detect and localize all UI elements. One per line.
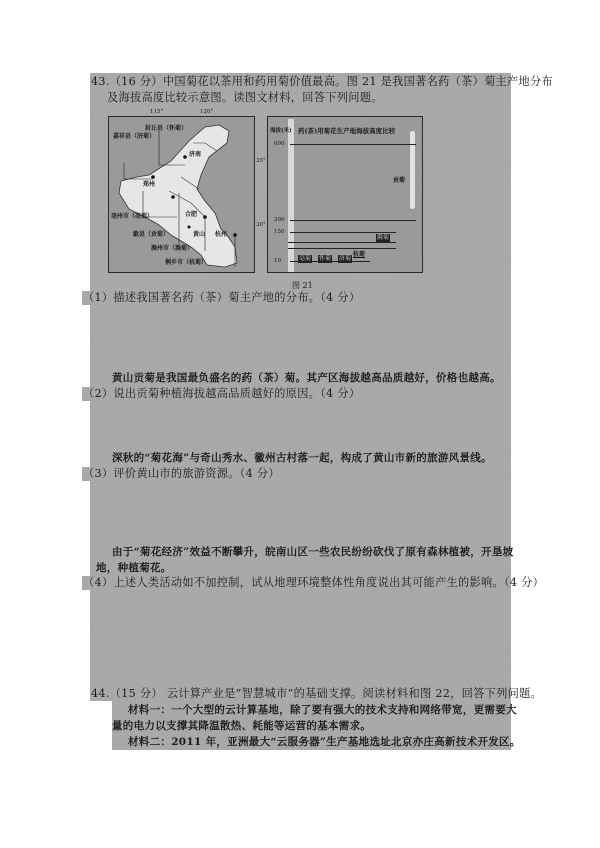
ytick-200: 200 xyxy=(274,217,285,223)
bar-label-gongju: 贡菊 xyxy=(393,177,406,184)
q44-material2: 材料二：2011 年，亚洲最大“云服务器”生产基地选址北京亦庄高新技术开发区。 xyxy=(128,736,521,748)
q43-stem-line2: 及海拔高度比较示意图。读图文材料，回答下列问题。 xyxy=(107,91,383,104)
gridline-150 xyxy=(290,232,396,233)
map-label-shexian: 歙县（贡菊） xyxy=(133,231,170,238)
map-label-tongxiang: 桐乡市（杭菊） xyxy=(165,259,208,266)
ytick-150: 150 xyxy=(274,229,285,235)
altitude-comparison-chart xyxy=(267,116,423,273)
map-lon-120: 120° xyxy=(200,109,214,115)
bar-label-jiju: 济菊 xyxy=(339,255,352,262)
q44-material1-line2: 量的电力以支撑其降温散热、耗能等运营的基本需求。 xyxy=(112,720,372,732)
gongju-band xyxy=(410,131,415,209)
bar-label-huaiju: 怀菊 xyxy=(319,255,332,262)
subquestion-3: （3）评价黄山市的旅游资源。（4 分） xyxy=(83,467,280,480)
map-city-hangzhou: 杭州 xyxy=(215,231,228,238)
bar-label-boju: 亳菊 xyxy=(299,255,312,262)
gridline-a xyxy=(288,242,396,243)
subquestion-2: （2）说出贡菊种植海拔越高品质越好的原因。（4 分） xyxy=(83,387,361,400)
map-city-jinan: 济南 xyxy=(189,151,202,158)
map-city-hefei: 合肥 xyxy=(185,211,198,218)
gridline-b xyxy=(288,248,396,249)
flower-producing-area-map xyxy=(108,116,255,273)
material-flower-economy-line2: 地，种植菊花。 xyxy=(96,562,172,574)
bar-label-hangju: 杭菊 xyxy=(353,251,366,258)
gridline-200 xyxy=(290,220,416,221)
ytick-10: 10 xyxy=(274,258,281,264)
q44-material1-line1: 材料一：一个大型的云计算基地，除了要有强大的技术支持和网络带宽，更需要大 xyxy=(128,704,517,716)
map-city-huangshan: 黄山 xyxy=(193,231,206,238)
q44-stem: 44.（15 分） 云计算产业是“智慧城市”的基础支撑。阅读材料和图 22，回答下列问题。 xyxy=(91,687,543,700)
map-city-zhengzhou: 郑州 xyxy=(143,181,156,188)
bar-label-chuju: 滁菊 xyxy=(377,234,390,241)
chart-title: 药(茶)用菊花生产地海拔高度比较 xyxy=(298,127,396,135)
y-axis-band xyxy=(288,119,294,272)
ytick-600: 600 xyxy=(274,141,285,147)
map-label-bozhou: 亳州市（亳菊） xyxy=(111,213,154,220)
material-chrysanthemum-sea: 深秋的“菊花海”与奇山秀水、徽州古村落一起，构成了黄山市新的旅游风景线。 xyxy=(112,452,492,464)
subquestion-1: （1）描述我国著名药（茶）菊主产地的分布。（4 分） xyxy=(83,291,361,304)
q43-stem-line1: 43.（16 分）中国菊花以茶用和药用菊价值最高。图 21 是我国著名药（茶）菊主产地分布 xyxy=(91,75,553,88)
material-huangshan-gongju: 黄山贡菊是我国最负盛名的药（茶）菊。其产区海拔越高品质越好，价格也越高。 xyxy=(112,372,501,384)
map-lat-30: 30° xyxy=(256,222,266,228)
map-lon-115: 115° xyxy=(150,109,164,115)
figure-21-caption: 图 21 xyxy=(292,281,313,290)
map-label-chuzhou: 滁州市（滁菊） xyxy=(151,245,194,252)
map-label-fengqiu: 封丘县（怀菊） xyxy=(145,125,188,132)
material-flower-economy-line1: 由于“菊花经济”效益不断攀升，皖南山区一些农民纷纷砍伐了原有森林植被，开垦坡 xyxy=(112,546,514,558)
map-label-jiaxiang: 嘉祥县（济菊） xyxy=(113,133,156,140)
map-lat-35: 35° xyxy=(256,158,266,164)
y-axis-label: 海拔(米) xyxy=(270,128,292,134)
subquestion-4: （4）上述人类活动如不加控制，试从地理环境整体性角度说出其可能产生的影响。（4 分） xyxy=(83,576,545,589)
gridline-600 xyxy=(290,144,416,145)
